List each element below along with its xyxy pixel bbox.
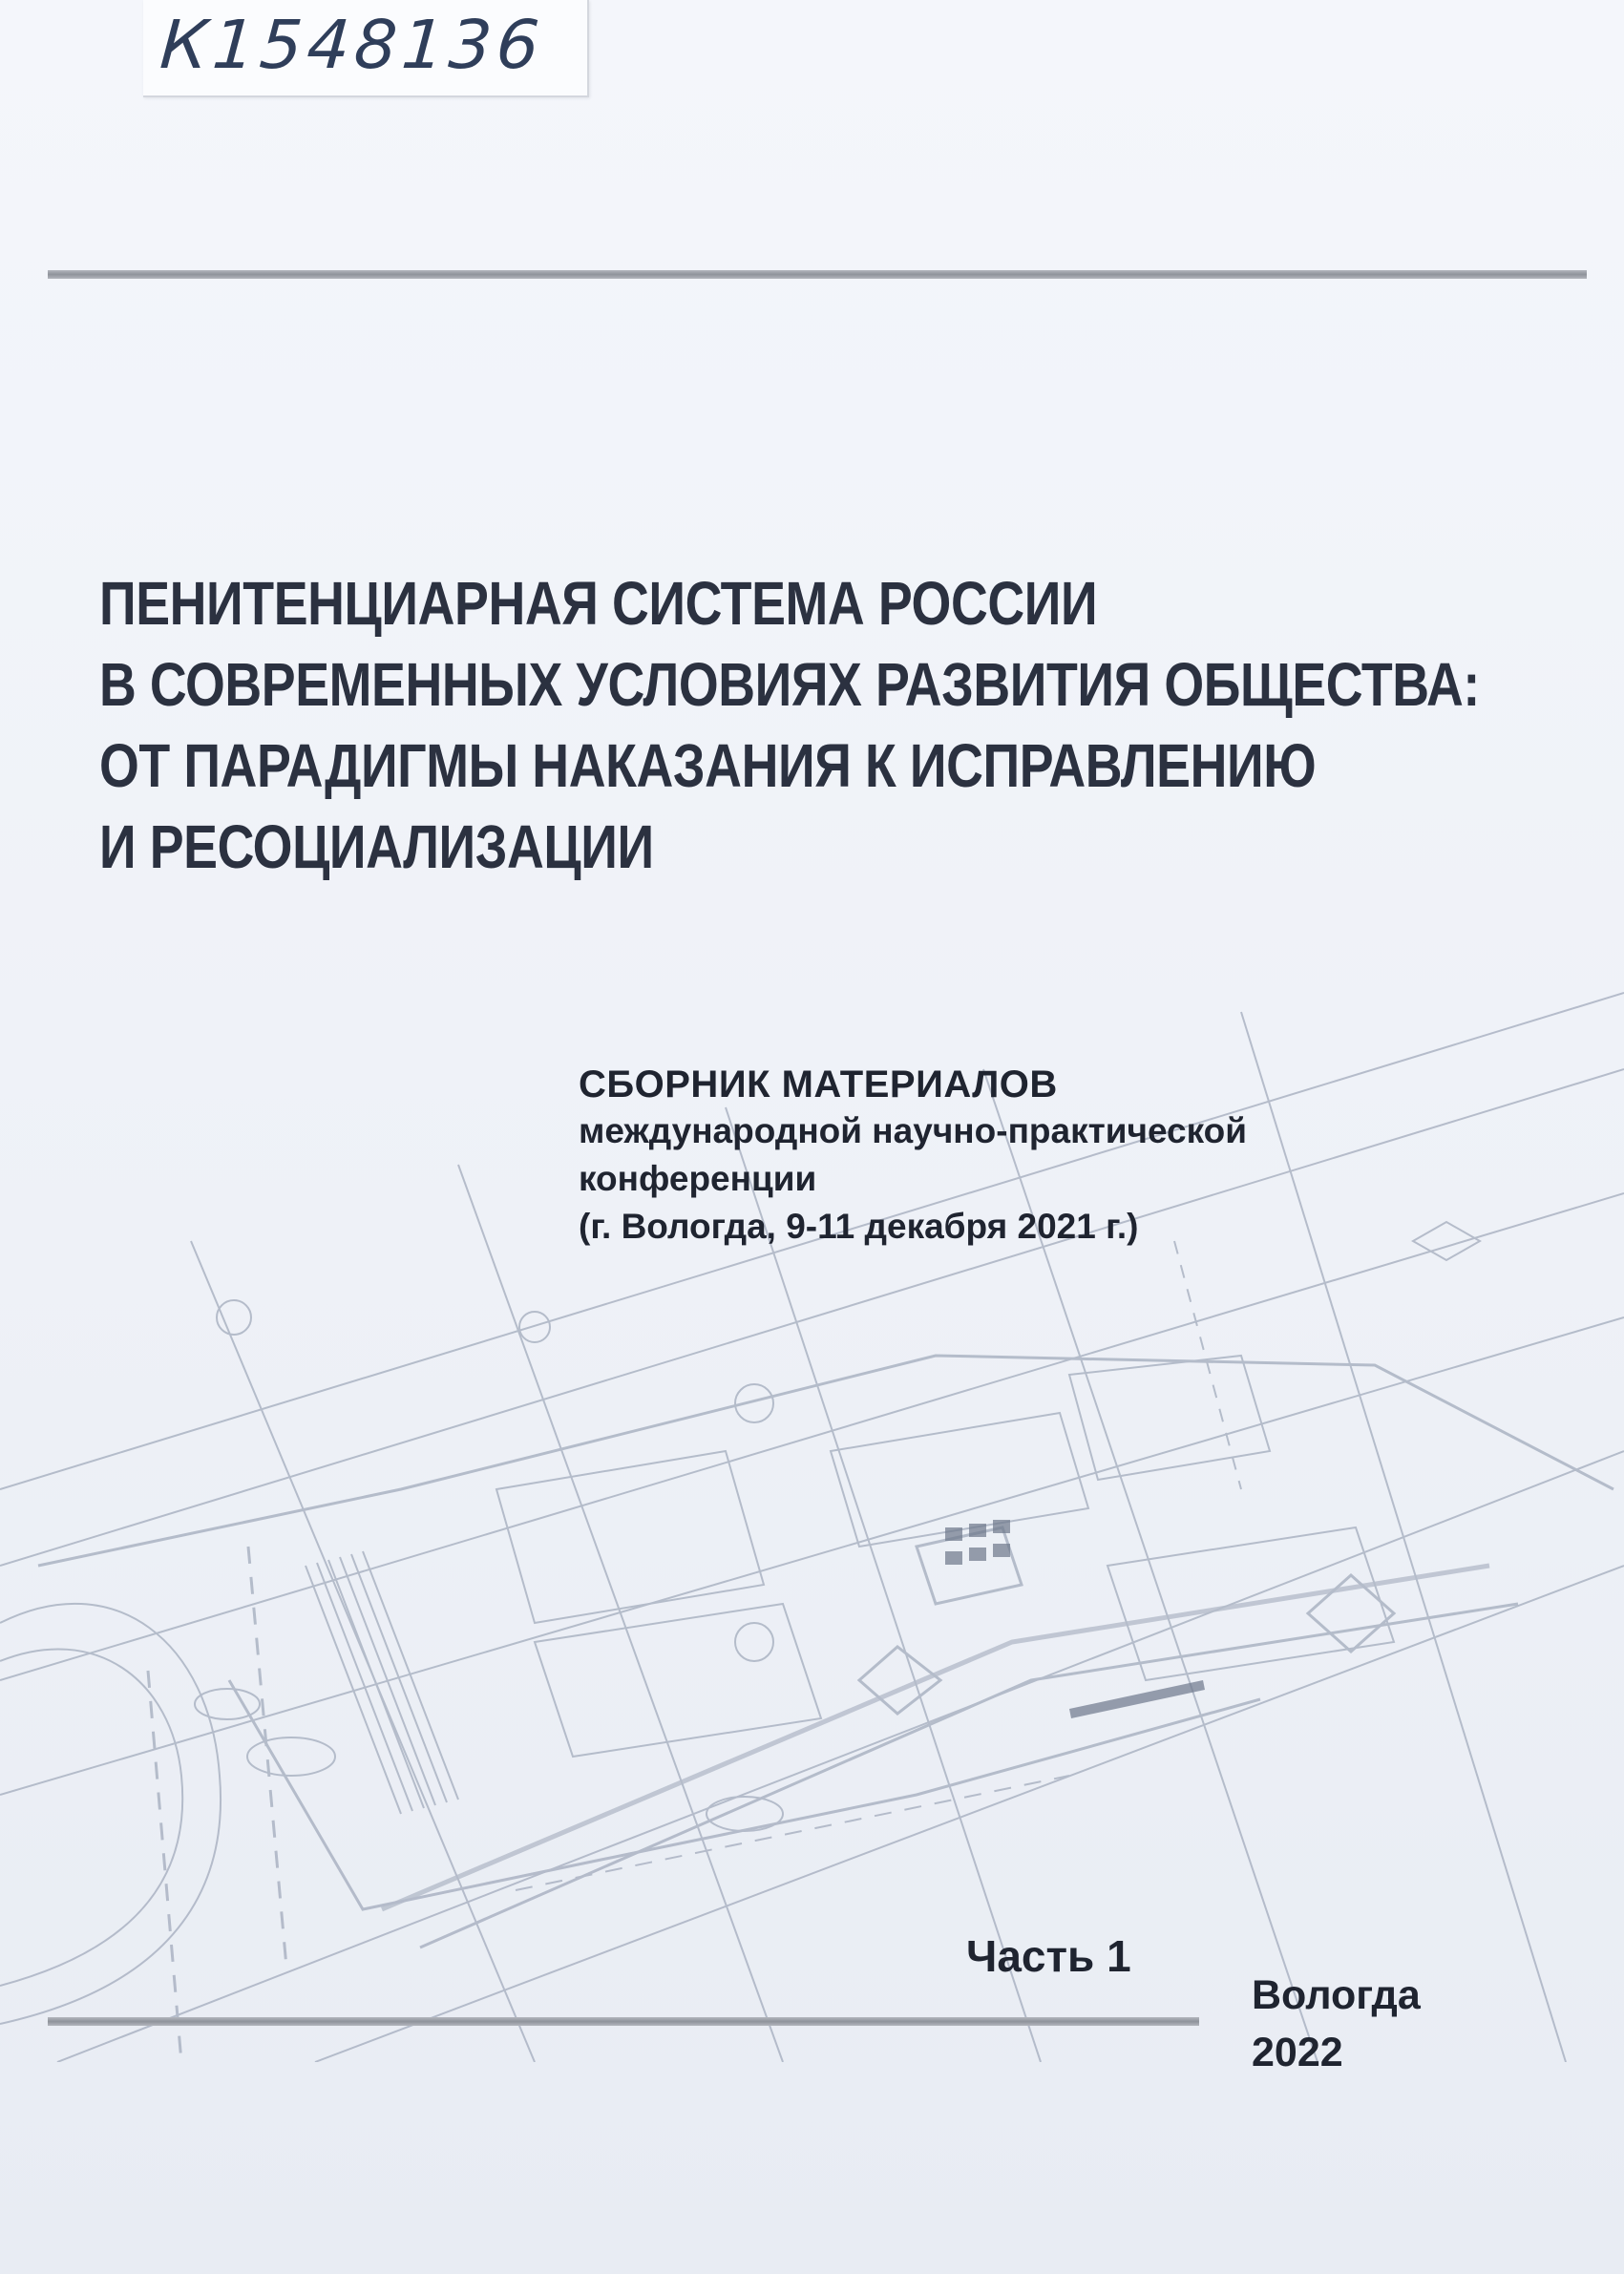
conference-line-3: (г. Вологда, 9-11 декабря 2021 г.): [579, 1207, 1139, 1246]
title-line-1: ПЕНИТЕНЦИАРНАЯ СИСТЕМА РОССИИ: [99, 569, 1098, 638]
top-divider-rule: [48, 270, 1587, 279]
imprint-year: 2022: [1252, 2030, 1343, 2075]
bottom-divider-rule: [48, 2017, 1199, 2026]
conference-line-2: конференции: [579, 1159, 817, 1198]
inventory-number: К1548136: [158, 6, 547, 84]
title-line-4: И РЕСОЦИАЛИЗАЦИИ: [99, 812, 654, 881]
part-label: Часть 1: [966, 1931, 1131, 1981]
subtitle-block: [579, 1062, 1533, 1251]
imprint-city: Вологда: [1252, 1972, 1421, 2018]
library-inventory-sticker: [143, 0, 589, 97]
collection-label: СБОРНИК МАТЕРИАЛОВ: [579, 1063, 1058, 1105]
book-title: [99, 563, 1480, 888]
conference-line-1: международной научно-практической: [579, 1111, 1248, 1150]
title-line-3: ОТ ПАРАДИГМЫ НАКАЗАНИЯ К ИСПРАВЛЕНИЮ: [99, 731, 1317, 800]
title-line-2: В СОВРЕМЕННЫХ УСЛОВИЯХ РАЗВИТИЯ ОБЩЕСТВА:: [99, 650, 1480, 719]
imprint: [1252, 1967, 1421, 2081]
